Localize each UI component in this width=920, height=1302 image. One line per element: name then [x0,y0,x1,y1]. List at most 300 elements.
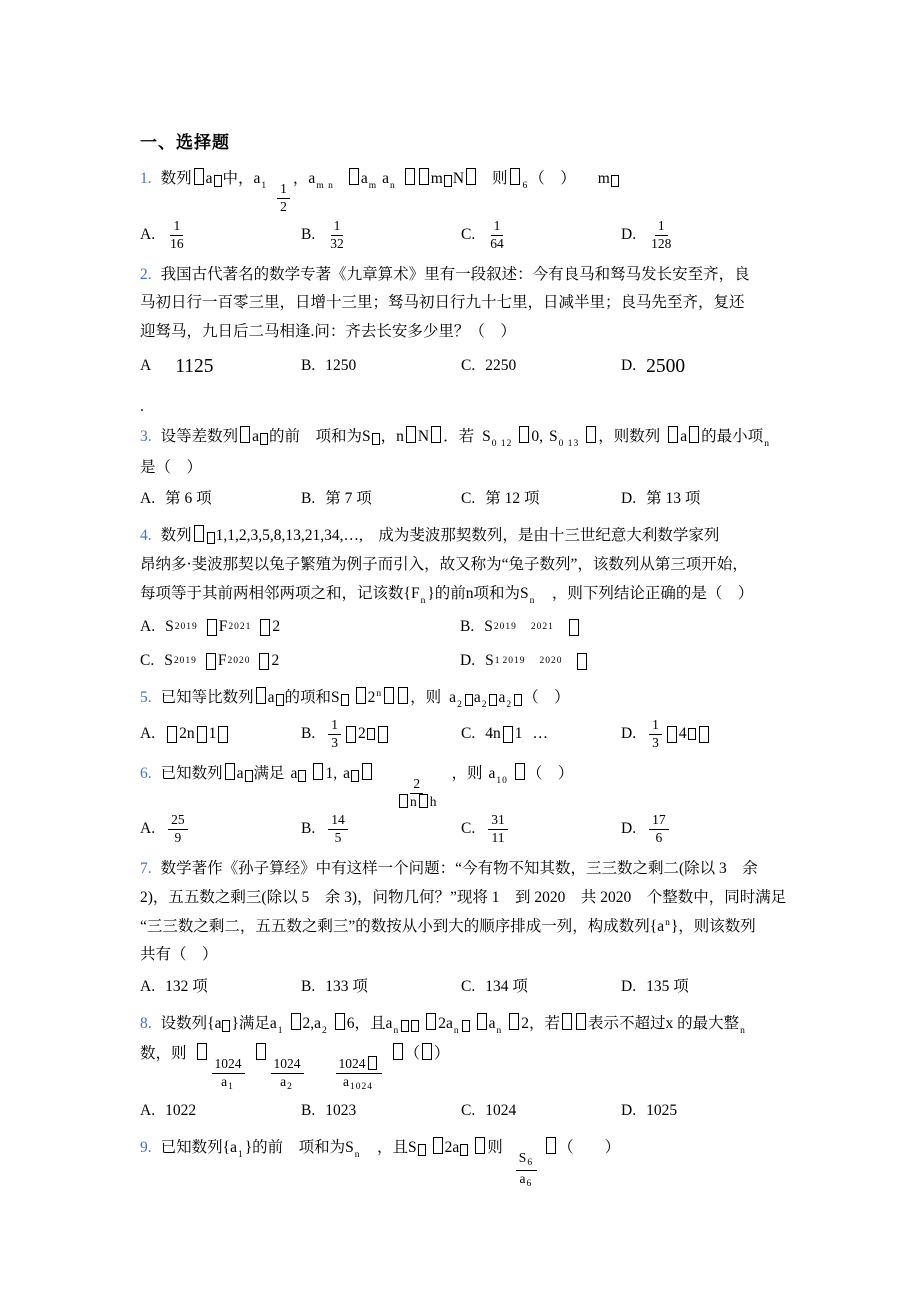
spacer [420,1027,424,1028]
tofu-box [405,168,415,185]
fraction [488,218,506,253]
options-row [140,484,802,514]
subscript: n [496,1025,503,1036]
text-run: }满足a [231,1014,277,1032]
question-number: 6. [140,764,152,782]
option-label: C. [140,652,155,670]
spacer [580,440,584,441]
question [140,760,802,848]
text-run: a [280,1074,287,1090]
tofu-box [362,763,372,780]
tofu-box [313,763,323,780]
tofu-box [367,728,375,740]
spacer [471,1027,475,1028]
text-run: a [519,1171,526,1187]
option-label: D. [621,225,637,243]
question-line [140,580,802,611]
answer-option [140,812,301,847]
text-run: 则 [492,170,508,187]
text-run: （ ） [526,764,574,782]
text-run: 1 [208,724,217,742]
fraction [516,1150,537,1191]
spacer [509,777,513,778]
text-run: 2 [357,724,366,742]
text-run: a [680,428,688,446]
spacer [307,1057,333,1058]
question [140,1134,802,1191]
question-line [140,423,802,454]
option-label: B. [301,357,316,375]
tofu-box [398,687,408,704]
tofu-box [444,175,452,187]
answer-option [301,972,461,1002]
option-label: A. [140,225,156,243]
fraction-denominator [329,735,340,752]
option-label: A. [140,1101,156,1119]
spacer [441,701,449,702]
question [140,522,802,676]
subscript: 1024 [350,1082,374,1093]
question-footline [140,393,802,422]
text-run: 设等差数列 [160,428,239,446]
spacer [161,366,175,367]
spacer [329,1027,333,1028]
option-content [484,613,581,642]
option-content [485,812,511,847]
question-line [140,165,802,216]
option-content [165,973,208,1002]
question-line [140,913,802,942]
text-run: a [343,1074,350,1090]
tofu-box [368,1056,377,1070]
option-content [165,720,230,749]
fraction-denominator [489,830,506,847]
subscript: n [393,1025,400,1036]
tofu-box [419,168,429,185]
answer-option [140,972,301,1002]
option-label: C. [461,225,476,243]
option-label: A. [140,618,156,636]
fraction-numerator [516,1150,537,1171]
fraction-numerator [649,717,662,735]
subscript: 10 [496,775,508,786]
subscript: 2 [287,1082,293,1093]
tofu-box [197,1043,207,1060]
option-content [325,218,349,253]
text-run: a [488,1014,496,1032]
tofu-box [576,1013,586,1030]
text-run: ，则数列 [598,428,661,446]
text-run: }，则该数列 [670,917,756,935]
question [140,1010,802,1126]
spacer [307,777,311,778]
text-run: 中，a [222,170,261,187]
option-label: B. [301,225,316,243]
text-run: 每项等于其前两相邻两项之和，记该数{F [140,584,420,602]
option-content [485,647,589,676]
tofu-box [519,426,529,443]
text-run: 1025 [646,1101,678,1119]
text-run: 1 [280,181,287,196]
text-run: 133 项 [325,977,368,995]
text-run: S [164,652,173,670]
text-run: 数学著作《孙子算经》中有这样一个问题：“今有物不知其数，三三数之剩二(除以 3 余 [160,860,758,878]
option-content [165,812,191,847]
text-run: }的前 项和为S [244,1139,354,1157]
tofu-box [378,726,388,743]
tofu-box [256,687,266,704]
option-label: C. [461,977,476,995]
tofu-box [426,1013,436,1030]
options-row [140,349,802,385]
fraction-denominator [341,1074,376,1094]
question-line [140,760,802,811]
text-run: 1 [657,217,665,233]
spacer [526,661,538,662]
answer-option [140,1096,301,1126]
question-line [140,522,802,551]
answer-option [301,218,461,253]
text-run: ） [434,1045,450,1063]
tofu-box [431,426,441,443]
text-run: ，a [292,170,316,187]
option-label: D. [621,724,637,742]
text-run: 第 7 项 [325,490,372,508]
subscript: m [368,181,378,191]
text-run: 的最小项 [701,428,764,446]
option-label: B. [301,490,316,508]
question-line [140,1040,802,1094]
text-run: 1024 [485,1101,517,1119]
tofu-box [207,619,217,636]
spacer [199,627,205,628]
tofu-box [489,694,497,706]
question-number: 3. [140,428,152,446]
text-run: 我国古代著名的数学专著《九章算术》里有一段叙述：今有良马和驽马发长安至齐，良 [160,265,750,283]
fraction-numerator [488,812,508,830]
text-run: 1 [514,724,523,742]
option-content [325,717,390,752]
tofu-box [167,726,177,743]
option-content [485,720,548,749]
options-row [140,218,802,253]
fraction [271,1056,304,1094]
fraction-denominator [649,236,673,253]
text-run: 共有（ ） [140,946,218,964]
text-run: h [429,793,437,809]
text-run: 1,1,2,3,5,8,13,21,34,…, 成为斐波那契数列，是由十三世纪意大利数学家列 [215,527,720,545]
tofu-box [411,1020,419,1032]
question-line [140,551,802,580]
text-run: a [205,170,213,187]
answer-option [140,349,301,385]
fraction-denominator [650,735,661,752]
text-run: 数，则 [140,1045,187,1063]
text-run: a [236,764,244,782]
tofu-box [259,653,269,670]
answer-option [140,612,460,642]
fraction-numerator [328,812,348,830]
fraction-denominator [172,830,183,847]
text-run: m [597,170,610,187]
question [140,684,802,751]
text-run: ．若 [443,428,475,446]
question-number: 9. [140,1139,152,1157]
option-content [646,812,672,847]
tofu-box [422,1043,432,1060]
text-run: 的前 项和为S [269,428,371,446]
answer-option [621,484,802,514]
subscript: n [453,1025,460,1036]
text-run: 134 项 [485,977,528,995]
subscript: 0 13 [558,439,580,450]
answer-option [461,352,621,382]
fraction-numerator [328,717,341,735]
spacer [385,1057,391,1058]
text-run: 16 [170,235,184,251]
tofu-box [218,726,228,743]
option-content [646,973,689,1002]
text-run: 2a [438,1014,453,1032]
tofu-box [433,1137,443,1154]
subscript: n [529,595,536,606]
text-run: F [217,652,227,670]
tofu-box [351,770,359,782]
text-run: a [290,764,298,782]
text-run: N [452,170,465,187]
spacer [474,440,482,441]
text-run: 昂纳多·斐波那契以兔子繁殖为例子而引入，故又称为“兔子数列”，该数列从第三项开始， [140,556,748,574]
option-label: B. [301,820,316,838]
option-label: D. [621,1101,637,1119]
text-run: S [484,618,493,636]
spacer [469,1151,473,1152]
text-run: 2250 [485,357,517,375]
tofu-box [465,694,473,706]
spacer [503,1151,513,1152]
fraction-denominator [328,236,346,253]
fraction-numerator [331,218,344,236]
subscript: m n [316,181,334,191]
text-run: 25 [171,812,185,828]
option-content [646,349,685,385]
text-run: 128 [651,235,672,251]
fraction-numerator [655,218,668,236]
text-run: 第 6 项 [165,490,212,508]
fraction [328,717,341,752]
text-run: 迎驽马，九日后二马相逢.问：齐去长安多少里？（ ） [140,322,516,340]
tofu-box [460,1144,468,1156]
tofu-box [586,426,596,443]
fraction [649,717,662,752]
text-run: 11 [491,830,505,846]
tofu-box [393,1043,403,1060]
tofu-box [260,619,270,636]
question-line [140,684,802,715]
question-list [140,165,802,1191]
question-line [140,318,802,347]
option-content [485,218,509,253]
spacer [187,1057,195,1058]
text-run: a [473,689,481,707]
tofu-box [276,694,284,706]
fraction [328,812,348,847]
text-run: a [449,689,457,707]
option-label: C. [461,820,476,838]
option-label: B. [460,618,475,636]
option-content [485,973,528,1002]
option-label: A. [140,977,156,995]
fraction-denominator [278,1074,296,1094]
text-run: 第 12 项 [485,490,540,508]
option-label: D. [460,652,476,670]
text-run: 2500 [646,355,686,377]
tofu-box [503,726,513,743]
spacer [251,661,257,662]
subscript: n [390,181,396,191]
option-label: D. [621,357,637,375]
tofu-box [569,619,579,636]
tofu-box [335,1013,345,1030]
question-line [140,261,802,290]
options-row [140,812,802,847]
subscript: 1 [237,1150,244,1161]
text-run: … [532,724,548,742]
fraction [212,1056,245,1094]
text-run: 1024 [273,1056,301,1072]
tofu-box [356,687,366,704]
tofu-box [419,794,428,808]
tofu-box [462,1020,470,1032]
option-content [325,973,368,1002]
text-run: 4 [678,724,687,742]
subscript: 1 [494,655,501,666]
spacer [350,701,354,702]
text-run: 0, [531,428,544,446]
answer-option [301,1096,461,1126]
answer-option [621,349,802,385]
text-run: “三三数之剩二，五五数之剩三”的数按从小到大的顺序排成一列，构成数列{a [140,917,665,935]
spacer [576,182,598,183]
spacer [540,1151,544,1152]
fraction-denominator [333,830,344,847]
tofu-box [194,168,204,185]
fraction-numerator [170,218,183,236]
option-content [646,485,700,514]
text-run: 1250 [325,357,357,375]
text-run: ，则 [410,689,442,707]
question [140,165,802,253]
option-label: D. [621,820,637,838]
fraction-denominator [488,236,506,253]
tofu-box [667,726,677,743]
text-run: 1022 [165,1101,197,1119]
text-run: a [382,170,389,187]
answer-option [621,972,802,1002]
section-title: 一、选择题 [140,133,230,152]
spacer [397,182,403,183]
option-content [485,352,516,381]
subscript: 1 [228,1082,234,1093]
text-run: 满足 [253,764,285,782]
spacer [513,440,517,441]
subscript: 2019 [493,621,517,632]
text-run: a [498,689,506,707]
text-run: 1, [325,764,338,782]
subscript: 6 [527,1158,534,1169]
fraction-numerator [410,776,423,794]
text-run: 1023 [325,1101,357,1119]
fraction-numerator [491,218,504,236]
tofu-box [372,433,380,445]
question-number: 2. [140,265,152,283]
text-run: （ ） [523,689,570,707]
tofu-box [401,1020,409,1032]
answer-option [621,717,802,752]
text-run: 3 [652,734,659,750]
subscript: n [764,439,770,450]
option-label: C. [461,724,476,742]
option-content [161,349,213,385]
text-run: 2)，五五数之剩三(除以 5 余 3)，问物几何？”现将 1 到 2020 共 2020 个整数中，同时满足 [140,888,787,906]
option-label: D. [621,977,637,995]
text-run: n [409,793,417,809]
spacer [335,182,347,183]
text-run: 1125 [175,355,214,377]
text-run: 数列 [160,527,192,545]
text-run: 1 [331,716,338,732]
question-number: 4. [140,527,152,545]
option-label: C. [461,490,476,508]
option-label: A. [140,724,156,742]
fraction [649,218,673,253]
subscript: 2020 [227,655,251,666]
tofu-box [515,763,525,780]
question-line [140,884,802,913]
spacer [660,440,666,441]
fraction-numerator [168,812,188,830]
option-content [485,1097,516,1126]
text-run: }的前n项和为S [427,584,529,602]
subscript: n [420,595,427,606]
subscript: 2 [322,1025,328,1036]
text-run: N [417,428,430,446]
tofu-box [260,433,268,445]
tofu-box [399,794,408,808]
text-run: S [482,428,491,446]
answer-option [461,719,621,749]
subscript: 2020 [539,655,563,666]
question [140,261,802,422]
text-run: 1 [173,217,181,233]
subscript: 2 [506,700,513,711]
tofu-box [298,770,306,782]
tofu-box [562,1013,572,1030]
text-run: 的项和S [284,689,340,707]
subscript: 2019 [502,655,526,666]
option-content [325,1097,356,1126]
option-content [646,717,711,752]
fraction-numerator [649,812,669,830]
question-line [140,941,802,970]
subscript: 2021 [530,621,554,632]
tofu-box [206,653,216,670]
text-run: 马初日行一百零三里，日增十三里；驽马初日行九十七里，日减半里；良马先至齐，复还 [140,294,745,312]
answer-option [461,484,621,514]
option-content [325,352,356,381]
option-content [646,1097,677,1126]
tofu-box [291,1013,301,1030]
